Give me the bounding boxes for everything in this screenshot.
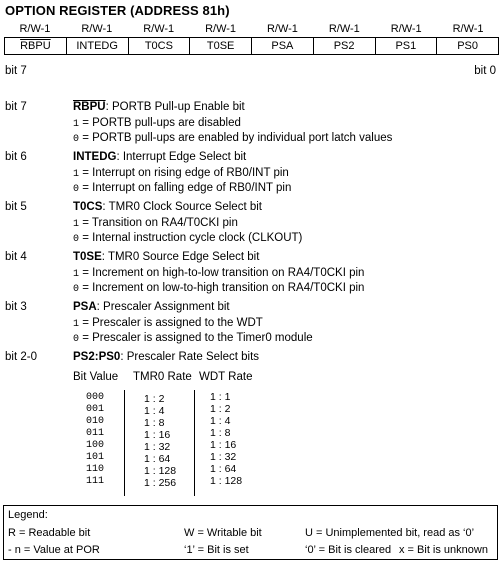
table-divider [194, 390, 195, 496]
option-text: = Prescaler is assigned to the Timer0 module [82, 332, 313, 344]
bit-value-cell: 110 [86, 464, 105, 475]
bit-description: : TMR0 Source Edge Select bit [101, 251, 260, 263]
bit-attr: R/W-1 [19, 23, 51, 35]
wdt-rate-cell: 1 : 8 [210, 427, 231, 439]
wdt-rate-cell: 1 : 1 [210, 391, 231, 403]
header-tmr0-rate: TMR0 Rate [133, 371, 192, 383]
bit-number: bit 5 [5, 201, 27, 213]
option-text: = Increment on low-to-high transition on RA4/T0CKI pin [82, 282, 365, 294]
option-value: 0 [73, 284, 80, 295]
wdt-rate-cell: 1 : 64 [210, 463, 237, 475]
tmr0-rate-cell: 1 : 64 [144, 453, 171, 465]
bit-option [73, 132, 392, 145]
option-text: = PORTB pull-ups are disabled [82, 117, 241, 129]
tmr0-rate-cell: 1 : 32 [144, 441, 171, 453]
tmr0-rate-cell: 1 : 2 [144, 393, 165, 405]
msb-label: bit 7 [5, 65, 27, 77]
bit-number: bit 2-0 [5, 351, 37, 363]
bit-name: RBPU [20, 40, 51, 52]
tmr0-rate-cell: 1 : 16 [144, 429, 171, 441]
legend-box [3, 505, 498, 560]
bit-value-cell: 111 [86, 476, 105, 487]
bit-value-cell: 001 [86, 404, 105, 415]
wdt-rate-cell: 1 : 4 [210, 415, 231, 427]
tmr0-rate-cell: 1 : 8 [144, 417, 165, 429]
header-wdt-rate: WDT Rate [199, 371, 253, 383]
tmr0-rate-cell: 1 : 256 [144, 477, 177, 489]
bit-description: : Prescaler Rate Select bits [120, 351, 260, 363]
header-bit-value: Bit Value [73, 371, 119, 383]
bit-title [73, 301, 230, 313]
bit-value-cell: 101 [86, 452, 105, 463]
bit-field-name: T0CS [73, 201, 103, 213]
option-value: 1 [73, 119, 80, 130]
legend-title: Legend: [8, 509, 48, 521]
wdt-rate-cell: 1 : 128 [210, 475, 243, 487]
bit-field-name: PS2:PS0 [73, 351, 121, 363]
bit-field-name: PSA [73, 301, 97, 313]
option-text: = Prescaler is assigned to the WDT [82, 317, 263, 329]
bit-title [73, 201, 262, 213]
wdt-rate-cell: 1 : 2 [210, 403, 231, 415]
lsb-label: bit 0 [474, 65, 496, 77]
bit-option [73, 232, 302, 245]
legend-writable: W = Writable bit [184, 527, 262, 539]
option-text: = Increment on high-to-low transition on RA4/T0CKI pin [82, 267, 365, 279]
tmr0-rate-column [144, 393, 176, 489]
option-text: = Interrupt on falling edge of RB0/INT pin [82, 182, 292, 194]
bit-value-cell: 000 [86, 392, 105, 403]
register-attributes [4, 21, 499, 37]
bit-field-name: T0SE [73, 251, 102, 263]
option-value: 0 [73, 234, 80, 245]
wdt-rate-cell: 1 : 32 [210, 451, 237, 463]
option-value: 1 [73, 219, 80, 230]
bit-name-cell: T0CS [128, 38, 190, 54]
table-divider [124, 390, 125, 496]
bit-number: bit 7 [5, 101, 27, 113]
option-value: 0 [73, 184, 80, 195]
tmr0-rate-cell: 1 : 4 [144, 405, 165, 417]
option-text: = Transition on RA4/T0CKI pin [82, 217, 238, 229]
bit-attr: R/W-1 [390, 23, 422, 35]
bit-option [73, 217, 238, 230]
bit-name-cell: PS0 [436, 38, 498, 54]
register-bit-names [4, 37, 499, 55]
option-value: 1 [73, 319, 80, 330]
bit-attr: R/W-1 [452, 23, 484, 35]
option-text: = Interrupt on rising edge of RB0/INT pin [82, 167, 289, 179]
bit-title [73, 251, 259, 263]
bit-name-cell: PS1 [375, 38, 437, 54]
bit-title [73, 101, 245, 113]
bit-option [73, 282, 364, 295]
bit-attr: R/W-1 [328, 23, 360, 35]
bit-description: : PORTB Pull-up Enable bit [105, 101, 245, 113]
bit-attr: R/W-1 [143, 23, 175, 35]
bit-description: : Interrupt Edge Select bit [116, 151, 247, 163]
wdt-rate-cell: 1 : 16 [210, 439, 237, 451]
bit-title [73, 151, 246, 163]
tmr0-rate-cell: 1 : 128 [144, 465, 177, 477]
wdt-rate-column [210, 391, 242, 487]
legend-unknown: x = Bit is unknown [399, 544, 488, 556]
legend-unimplemented: U = Unimplemented bit, read as ‘0’ [305, 527, 475, 539]
page-title: OPTION REGISTER (ADDRESS 81h) [5, 3, 230, 18]
bit-value-cell: 011 [86, 428, 105, 439]
option-value: 1 [73, 169, 80, 180]
option-value: 1 [73, 269, 80, 280]
bit-name-cell [5, 38, 66, 54]
bit-option [73, 117, 241, 130]
legend-readable: R = Readable bit [8, 527, 91, 539]
bit-attr: R/W-1 [266, 23, 298, 35]
bit-number: bit 6 [5, 151, 27, 163]
option-text: = PORTB pull-ups are enabled by individual port latch values [82, 132, 393, 144]
bit-name-cell: PSA [251, 38, 313, 54]
option-text: = Internal instruction cycle clock (CLKOUT) [82, 232, 303, 244]
legend-cleared: ‘0’ = Bit is cleared [305, 544, 392, 556]
bit-field-name: RBPU [73, 101, 106, 113]
bit-number: bit 3 [5, 301, 27, 313]
bit-name-cell: INTEDG [66, 38, 128, 54]
bit-option [73, 332, 313, 345]
register-diagram [4, 21, 499, 55]
bit-description: : Prescaler Assignment bit [96, 301, 230, 313]
bit-option [73, 267, 364, 280]
bit-number: bit 4 [5, 251, 27, 263]
bit-option [73, 317, 263, 330]
legend-por: - n = Value at POR [8, 544, 100, 556]
bit-attr: R/W-1 [205, 23, 237, 35]
legend-set: ‘1’ = Bit is set [184, 544, 249, 556]
bit-description: : TMR0 Clock Source Select bit [102, 201, 262, 213]
bit-value-cell: 100 [86, 440, 105, 451]
option-value: 0 [73, 134, 80, 145]
bit-attr: R/W-1 [81, 23, 113, 35]
bit-option [73, 167, 289, 180]
bit-value-cell: 010 [86, 416, 105, 427]
bit-title [73, 351, 259, 363]
bit-option [73, 182, 291, 195]
bit-value-column [86, 392, 104, 488]
bit-name-cell: PS2 [313, 38, 375, 54]
bit-field-name: INTEDG [73, 151, 117, 163]
option-value: 0 [73, 334, 80, 345]
bit-name-cell: T0SE [189, 38, 251, 54]
